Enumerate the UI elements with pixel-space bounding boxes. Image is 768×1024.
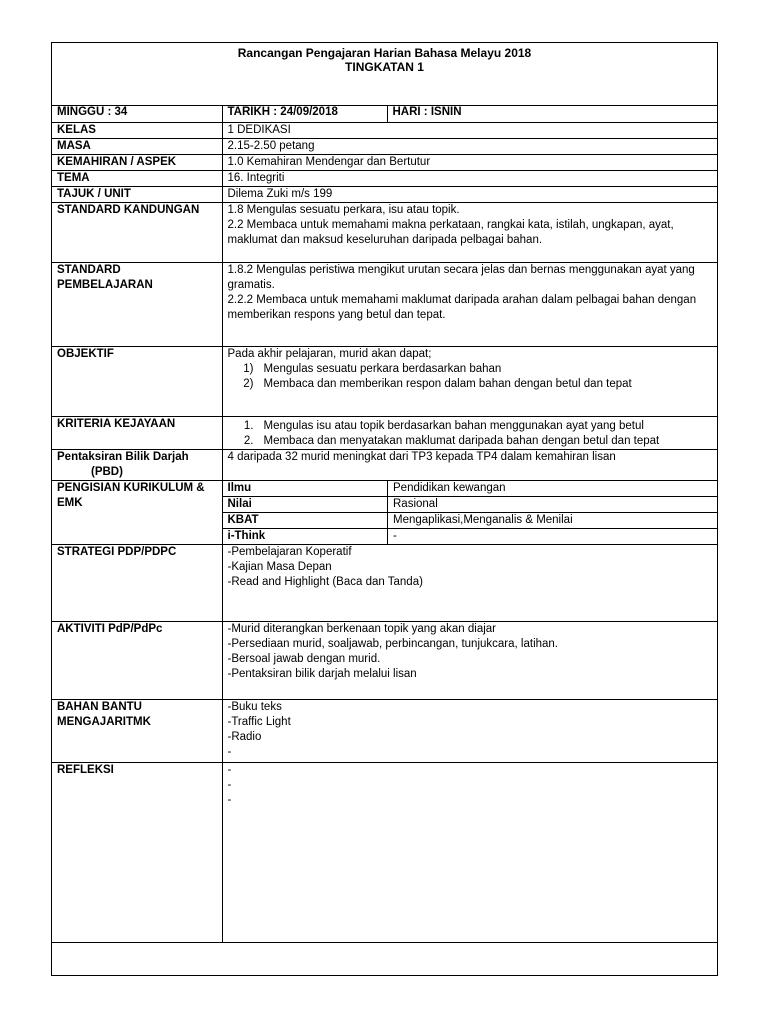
- refleksi-item: -: [227, 793, 232, 806]
- standard-kandungan-label: STANDARD KANDUNGAN: [52, 202, 222, 262]
- kemahiran-value: 1.0 Kemahiran Mendengar dan Bertutur: [222, 154, 717, 170]
- pengisian-subtable: [223, 481, 718, 544]
- bahan-label-line-2: MENGAJARITMK: [57, 715, 151, 728]
- refleksi-label: REFLEKSI: [52, 762, 222, 942]
- pengisian-subrow: [223, 496, 718, 512]
- kelas-value: 1 DEDIKASI: [222, 122, 717, 138]
- aktiviti-label: AKTIVITI PdP/PdPc: [52, 621, 222, 699]
- objektif-item: [228, 362, 713, 377]
- pengisian-key: Nilai: [223, 496, 388, 512]
- bahan-value: [222, 699, 717, 762]
- standard-pembelajaran-value: [222, 262, 717, 346]
- pbd-label: [52, 449, 222, 480]
- aktiviti-item: -Pentaksiran bilik darjah melalui lisan: [227, 667, 417, 680]
- masa-row: [52, 138, 717, 154]
- objektif-intro: Pada akhir pelajaran, murid akan dapat;: [227, 347, 432, 360]
- kriteria-item-text: Membaca dan menyatakan maklumat daripada bahan dengan betul dan tepat: [263, 434, 660, 447]
- document-subtitle: TINGKATAN 1: [345, 60, 424, 74]
- pengisian-key: i-Think: [223, 528, 388, 544]
- standard-pembelajaran-item: 1.8.2 Mengulas peristiwa mengikut urutan secara jelas dan bernas menggunakan ayat yang gramatis.: [227, 263, 695, 291]
- kriteria-item-number: 2.: [243, 434, 254, 447]
- strategi-value: [222, 544, 717, 621]
- objektif-item-number: 1): [243, 362, 254, 375]
- kelas-row: [52, 122, 717, 138]
- strategi-item: -Read and Highlight (Baca dan Tanda): [227, 575, 423, 588]
- kriteria-label: KRITERIA KEJAYAAN: [52, 416, 222, 449]
- pengisian-subrow: [223, 512, 718, 528]
- pengisian-value: Pendidikan kewangan: [388, 481, 718, 497]
- tema-label: TEMA: [52, 170, 222, 186]
- pengisian-subtable-cell: [222, 480, 717, 544]
- standard-kandungan-row: [52, 202, 717, 262]
- tema-row: [52, 170, 717, 186]
- standard-kandungan-item: 1.8 Mengulas sesuatu perkara, isu atau topik.: [227, 203, 460, 216]
- pengisian-value: Mengaplikasi,Menganalis & Menilai: [388, 512, 718, 528]
- title-block: [52, 43, 717, 106]
- pengisian-subrow: [223, 481, 718, 497]
- bahan-item: -: [227, 745, 232, 758]
- kriteria-item-text: Mengulas isu atau topik berdasarkan bahan menggunakan ayat yang betul: [263, 419, 644, 432]
- kriteria-item-number: 1.: [243, 419, 254, 432]
- standard-pembelajaran-label-line-1: STANDARD: [57, 263, 121, 276]
- pengisian-label: [52, 480, 222, 544]
- standard-kandungan-item: 2.2 Membaca untuk memahami makna perkataan, rangkai kata, istilah, ungkapan, ayat, maklumat dan maksud keseluruhan daripada pelbagai bahan.: [227, 218, 674, 246]
- bahan-item: -Buku teks: [227, 700, 282, 713]
- pengisian-key: KBAT: [223, 512, 388, 528]
- masa-value: 2.15-2.50 petang: [222, 138, 717, 154]
- standard-pembelajaran-item: 2.2.2 Membaca untuk memahami maklumat daripada arahan dalam pelbagai bahan dengan memberikan respons yang betul dan tepat.: [227, 293, 697, 321]
- objektif-item-text: Membaca dan memberikan respon dalam bahan dengan betul dan tepat: [263, 377, 632, 390]
- tarikh-cell: TARIKH : 24/09/2018: [222, 105, 387, 122]
- tajuk-label: TAJUK / UNIT: [52, 186, 222, 202]
- tajuk-row: [52, 186, 717, 202]
- strategi-item: -Pembelajaran Koperatif: [227, 545, 352, 558]
- lesson-plan-sheet: [51, 42, 718, 976]
- pengisian-label-line-1: PENGISIAN KURIKULUM &: [57, 481, 205, 494]
- objektif-value: [222, 346, 717, 416]
- kemahiran-label: KEMAHIRAN / ASPEK: [52, 154, 222, 170]
- kriteria-item: [228, 434, 713, 449]
- strategi-item: -Kajian Masa Depan: [227, 560, 332, 573]
- pbd-row: [52, 449, 717, 480]
- strategi-label: STRATEGI PDP/PDPC: [52, 544, 222, 621]
- refleksi-row: [52, 762, 717, 942]
- bahan-label-line-1: BAHAN BANTU: [57, 700, 142, 713]
- pengisian-key: Ilmu: [223, 481, 388, 497]
- kriteria-value: [222, 416, 717, 449]
- aktiviti-row: [52, 621, 717, 699]
- strategi-row: [52, 544, 717, 621]
- kemahiran-row: [52, 154, 717, 170]
- pbd-label-line-1: Pentaksiran Bilik Darjah: [57, 450, 189, 463]
- objektif-row: [52, 346, 717, 416]
- tajuk-value: Dilema Zuki m/s 199: [222, 186, 717, 202]
- bahan-label: [52, 699, 222, 762]
- pengisian-value: Rasional: [388, 496, 718, 512]
- standard-kandungan-value: [222, 202, 717, 262]
- minggu-cell: MINGGU : 34: [52, 105, 222, 122]
- aktiviti-item: -Persediaan murid, soaljawab, perbincangan, tunjukcara, latihan.: [227, 637, 559, 650]
- pengisian-value: -: [388, 528, 718, 544]
- document-title: Rancangan Pengajaran Harian Bahasa Melayu 2018: [237, 46, 532, 60]
- masa-label: MASA: [52, 138, 222, 154]
- kelas-label: KELAS: [52, 122, 222, 138]
- kriteria-item: [228, 419, 713, 434]
- objektif-item-text: Mengulas sesuatu perkara berdasarkan bahan: [263, 362, 502, 375]
- standard-pembelajaran-label: [52, 262, 222, 346]
- objektif-item-number: 2): [243, 377, 254, 390]
- objektif-item: [228, 377, 713, 392]
- refleksi-value: [222, 762, 717, 942]
- pengisian-label-line-2: EMK: [57, 496, 83, 509]
- bahan-item: -Traffic Light: [227, 715, 291, 728]
- standard-pembelajaran-label-line-2: PEMBELAJARAN: [57, 278, 153, 291]
- bahan-row: [52, 699, 717, 762]
- hari-cell: HARI : ISNIN: [387, 105, 717, 122]
- pbd-label-line-2: (PBD): [91, 465, 123, 478]
- pengisian-row: [52, 480, 717, 544]
- refleksi-item: -: [227, 763, 232, 776]
- aktiviti-value: [222, 621, 717, 699]
- objektif-label: OBJEKTIF: [52, 346, 222, 416]
- pengisian-subrow: [223, 528, 718, 544]
- standard-pembelajaran-row: [52, 262, 717, 346]
- refleksi-item: -: [227, 778, 232, 791]
- aktiviti-item: -Bersoal jawab dengan murid.: [227, 652, 381, 665]
- aktiviti-item: -Murid diterangkan berkenaan topik yang akan diajar: [227, 622, 496, 635]
- info-row: [52, 105, 717, 122]
- pbd-value: 4 daripada 32 murid meningkat dari TP3 kepada TP4 dalam kemahiran lisan: [222, 449, 717, 480]
- bahan-item: -Radio: [227, 730, 262, 743]
- tema-value: 16. Integriti: [222, 170, 717, 186]
- lesson-plan-table: [52, 105, 717, 943]
- kriteria-row: [52, 416, 717, 449]
